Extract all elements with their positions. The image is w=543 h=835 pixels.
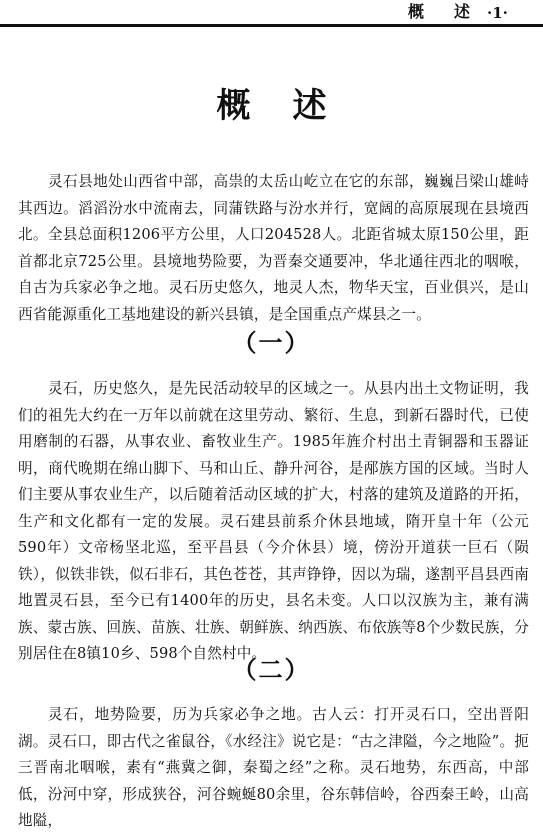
- intro-paragraph: 灵石县地处山西省中部，高祟的太岳山屹立在它的东部，巍巍吕梁山雄峙其西边。滔滔汾水中流南去，同蒲铁路与汾水并行，宽阔的高原展现在县境西北。全县总面积1206平方公里，人口204528人。北距省城太原150公里，距首都北京725公里。县境地势险要，为晋秦交通要冲，华北通往西北的咽喉，自古为兵家必争之地。灵石历史悠久，地灵人杰，物华天宝，百业俱兴，是山西省能源重化工基地建设的新兴县镇，是全国重点产煤县之一。: [18, 173, 529, 323]
- chapter-title: 概述: [216, 86, 369, 126]
- section-1-paragraph: 灵石，历史悠久，是先民活动较早的区域之一。从县内出土文物证明，我们的祖先大约在一万年以前就在这里劳动、繁衍、生息，到新石器时代，已使用磨制的石器，从事农业、畜牧业生产。1985年旌介村出土青铜器和玉器证明，商代晚期在绵山脚下、马和山丘、静升河谷，是邴族方国的区域。当时人们主要从事农业生产，以后随着活动区域的扩大，村落的建筑及道路的开拓，生产和文化都有一定的发展。灵石建县前系介休县地域，隋开皇十年（公元590年）文帝杨坚北巡，至平昌县（今介休县）境，傍汾开道获一巨石（陨铁），似铁非铁，似石非石，其色苍苍，其声铮铮，因以为瑞，遂割平昌县西南地置灵石县，至今已有1400年的历史，县名未变。人口以汉族为主，兼有满族、蒙古族、回族、苗族、壮族、朝鲜族、纳西族、布依族等8个少数民族，分别居住在8镇10乡、598个自然村中。: [18, 380, 529, 662]
- running-head: [0, 0, 543, 28]
- section-2-paragraph: 灵石，地势险要，历为兵家必争之地。古人云：打开灵石口，空出晋阳湖。灵石口，即古代之雀鼠谷，《水经注》说它是：“古之津隘，今之地险”。扼三晋南北咽喉，素有“燕冀之御，秦蜀之经”之称。灵石地势，东西高，中部低，汾河中穿，形成狭谷，河谷蜿蜒80余里，谷东韩信岭，谷西秦王岭，山高地隘，: [18, 706, 529, 829]
- running-head-title: 概 述: [408, 2, 478, 21]
- header-rule: [0, 24, 543, 27]
- section-heading-2: （二）: [232, 655, 311, 684]
- page-number: ·1·: [487, 4, 508, 22]
- section-heading-1: （一）: [232, 328, 311, 357]
